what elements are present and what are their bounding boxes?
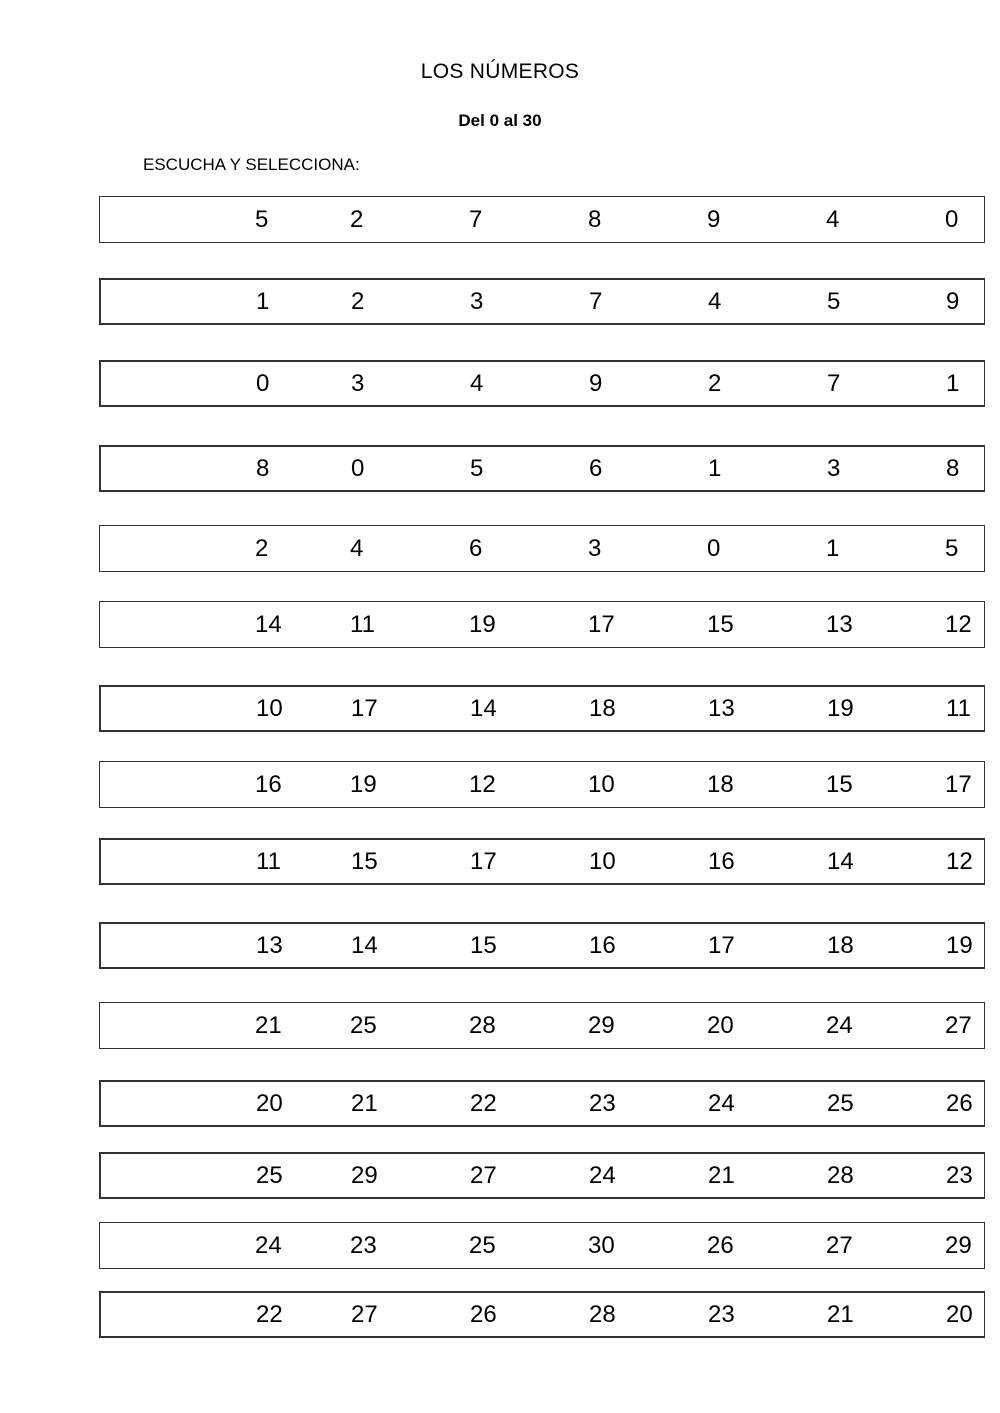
number-option[interactable]: 13 bbox=[256, 931, 283, 959]
number-option[interactable]: 21 bbox=[255, 1011, 282, 1039]
number-option[interactable]: 26 bbox=[707, 1231, 734, 1259]
number-option[interactable]: 9 bbox=[707, 205, 721, 233]
number-option[interactable]: 9 bbox=[589, 369, 603, 397]
number-option[interactable]: 3 bbox=[351, 369, 365, 397]
number-row-14 bbox=[99, 1222, 985, 1269]
number-option[interactable]: 2 bbox=[708, 369, 722, 397]
number-option[interactable]: 17 bbox=[588, 610, 615, 638]
number-option[interactable]: 14 bbox=[827, 847, 854, 875]
number-option[interactable]: 19 bbox=[827, 694, 854, 722]
number-option[interactable]: 27 bbox=[470, 1161, 497, 1189]
number-option[interactable]: 30 bbox=[588, 1231, 615, 1259]
number-option[interactable]: 19 bbox=[350, 770, 377, 798]
number-option[interactable]: 7 bbox=[827, 369, 841, 397]
number-option[interactable]: 18 bbox=[827, 931, 854, 959]
number-option[interactable]: 4 bbox=[708, 287, 722, 315]
number-option[interactable]: 19 bbox=[469, 610, 496, 638]
number-option[interactable]: 14 bbox=[255, 610, 282, 638]
number-option[interactable]: 26 bbox=[946, 1089, 973, 1117]
number-option[interactable]: 17 bbox=[470, 847, 497, 875]
number-option[interactable]: 20 bbox=[256, 1089, 283, 1117]
number-row-8 bbox=[99, 761, 985, 808]
number-row-4 bbox=[99, 445, 985, 492]
number-option[interactable]: 1 bbox=[946, 369, 960, 397]
number-option[interactable]: 1 bbox=[826, 534, 840, 562]
number-option[interactable]: 17 bbox=[351, 694, 378, 722]
number-option[interactable]: 3 bbox=[827, 454, 841, 482]
number-row-12 bbox=[99, 1080, 985, 1127]
number-option[interactable]: 20 bbox=[707, 1011, 734, 1039]
number-row-3 bbox=[99, 360, 985, 407]
number-option[interactable]: 28 bbox=[589, 1300, 616, 1328]
number-option[interactable]: 8 bbox=[256, 454, 270, 482]
number-option[interactable]: 5 bbox=[255, 205, 269, 233]
number-option[interactable]: 10 bbox=[256, 694, 283, 722]
number-option[interactable]: 11 bbox=[946, 694, 971, 722]
number-option[interactable]: 24 bbox=[589, 1161, 616, 1189]
number-option[interactable]: 24 bbox=[826, 1011, 853, 1039]
number-option[interactable]: 20 bbox=[946, 1300, 973, 1328]
number-option[interactable]: 6 bbox=[589, 454, 603, 482]
number-option[interactable]: 5 bbox=[827, 287, 841, 315]
number-option[interactable]: 21 bbox=[827, 1300, 854, 1328]
instruction-text: ESCUCHA Y SELECCIONA: bbox=[143, 155, 360, 174]
number-option[interactable]: 6 bbox=[469, 534, 483, 562]
number-option[interactable]: 15 bbox=[707, 610, 734, 638]
number-option[interactable]: 14 bbox=[470, 694, 497, 722]
number-option[interactable]: 3 bbox=[588, 534, 602, 562]
number-option[interactable]: 24 bbox=[255, 1231, 282, 1259]
number-option[interactable]: 29 bbox=[945, 1231, 972, 1259]
worksheet-title: LOS NÚMEROS bbox=[420, 60, 580, 83]
number-option[interactable]: 17 bbox=[945, 770, 972, 798]
number-option[interactable]: 1 bbox=[256, 287, 270, 315]
number-option[interactable]: 25 bbox=[469, 1231, 496, 1259]
number-row-7 bbox=[99, 685, 985, 732]
number-option[interactable]: 16 bbox=[589, 931, 616, 959]
number-option[interactable]: 25 bbox=[350, 1011, 377, 1039]
number-option[interactable]: 4 bbox=[826, 205, 840, 233]
number-option[interactable]: 15 bbox=[351, 847, 378, 875]
number-option[interactable]: 19 bbox=[946, 931, 973, 959]
number-row-5 bbox=[99, 525, 985, 572]
number-option[interactable]: 0 bbox=[945, 205, 959, 233]
number-option[interactable]: 1 bbox=[708, 454, 722, 482]
number-option[interactable]: 25 bbox=[256, 1161, 283, 1189]
number-option[interactable]: 3 bbox=[470, 287, 484, 315]
number-option[interactable]: 7 bbox=[469, 205, 483, 233]
number-option[interactable]: 18 bbox=[707, 770, 734, 798]
number-option[interactable]: 25 bbox=[827, 1089, 854, 1117]
number-option[interactable]: 21 bbox=[351, 1089, 378, 1117]
number-option[interactable]: 27 bbox=[351, 1300, 378, 1328]
number-option[interactable]: 8 bbox=[946, 454, 960, 482]
number-option[interactable]: 17 bbox=[708, 931, 735, 959]
number-option[interactable]: 0 bbox=[707, 534, 721, 562]
number-option[interactable]: 16 bbox=[708, 847, 735, 875]
number-row-10 bbox=[99, 922, 985, 969]
number-row-13 bbox=[99, 1152, 985, 1199]
number-option[interactable]: 11 bbox=[350, 610, 375, 638]
number-option[interactable]: 16 bbox=[255, 770, 282, 798]
number-option[interactable]: 15 bbox=[470, 931, 497, 959]
number-option[interactable]: 23 bbox=[350, 1231, 377, 1259]
number-option[interactable]: 12 bbox=[946, 847, 973, 875]
number-option[interactable]: 23 bbox=[589, 1089, 616, 1117]
number-option[interactable]: 29 bbox=[588, 1011, 615, 1039]
number-option[interactable]: 27 bbox=[945, 1011, 972, 1039]
number-option[interactable]: 18 bbox=[589, 694, 616, 722]
number-option[interactable]: 2 bbox=[255, 534, 269, 562]
number-option[interactable]: 10 bbox=[589, 847, 616, 875]
number-option[interactable]: 5 bbox=[470, 454, 484, 482]
number-option[interactable]: 21 bbox=[708, 1161, 735, 1189]
number-option[interactable]: 4 bbox=[350, 534, 364, 562]
worksheet-subtitle: Del 0 al 30 bbox=[458, 111, 542, 130]
number-row-9 bbox=[99, 838, 985, 885]
number-row-15 bbox=[99, 1291, 985, 1338]
number-option[interactable]: 22 bbox=[256, 1300, 283, 1328]
number-option[interactable]: 10 bbox=[588, 770, 615, 798]
number-option[interactable]: 12 bbox=[945, 610, 972, 638]
number-option[interactable]: 15 bbox=[826, 770, 853, 798]
number-option[interactable]: 11 bbox=[256, 847, 281, 875]
number-option[interactable]: 28 bbox=[827, 1161, 854, 1189]
number-option[interactable]: 26 bbox=[470, 1300, 497, 1328]
number-option[interactable]: 12 bbox=[469, 770, 496, 798]
number-option[interactable]: 27 bbox=[826, 1231, 853, 1259]
number-row-11 bbox=[99, 1002, 985, 1049]
number-option[interactable]: 0 bbox=[256, 369, 270, 397]
number-option[interactable]: 4 bbox=[470, 369, 484, 397]
number-option[interactable]: 0 bbox=[351, 454, 365, 482]
number-option[interactable]: 8 bbox=[588, 205, 602, 233]
number-option[interactable]: 29 bbox=[351, 1161, 378, 1189]
number-option[interactable]: 23 bbox=[946, 1161, 973, 1189]
number-row-2 bbox=[99, 278, 985, 325]
number-option[interactable]: 7 bbox=[589, 287, 603, 315]
number-option[interactable]: 28 bbox=[469, 1011, 496, 1039]
number-option[interactable]: 13 bbox=[708, 694, 735, 722]
number-option[interactable]: 2 bbox=[350, 205, 364, 233]
number-option[interactable]: 9 bbox=[946, 287, 960, 315]
number-option[interactable]: 13 bbox=[826, 610, 853, 638]
number-option[interactable]: 5 bbox=[945, 534, 959, 562]
number-option[interactable]: 23 bbox=[708, 1300, 735, 1328]
number-row-6 bbox=[99, 601, 985, 648]
number-option[interactable]: 2 bbox=[351, 287, 365, 315]
number-option[interactable]: 24 bbox=[708, 1089, 735, 1117]
number-option[interactable]: 14 bbox=[351, 931, 378, 959]
number-row-1 bbox=[99, 196, 985, 243]
number-option[interactable]: 22 bbox=[470, 1089, 497, 1117]
